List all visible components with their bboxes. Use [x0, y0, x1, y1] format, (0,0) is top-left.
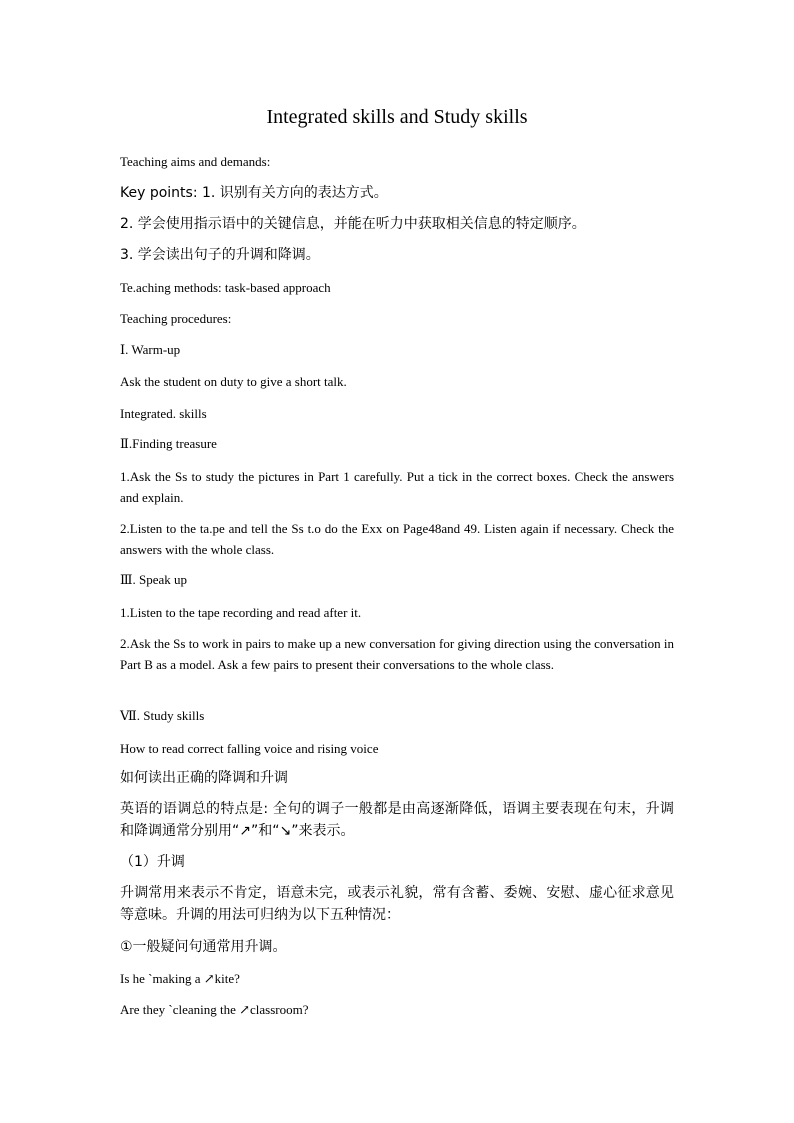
cn-intonation-paragraph: 英语的语调总的特点是: 全句的调子一般都是由高逐渐降低，语调主要表现在句末，升调和降调通常分别用“↗”和“↘”来表示。: [120, 801, 674, 839]
finding-treasure-step-1: 1.Ask the Ss to study the pictures in Part 1 carefully. Put a tick in the correct boxes. Check the answers and explain.: [120, 469, 674, 505]
cn-rising-tone-paragraph: 升调常用来表示不肯定，语意未完，或表示礼貌，常有含蓄、委婉、安慰、虚心征求意见等意味。升调的用法可归纳为以下五种情况：: [120, 885, 674, 923]
section-study-skills-heading: Ⅶ. Study skills: [120, 708, 205, 723]
example-sentence-2: Are they `cleaning the ↗classroom?: [120, 1002, 309, 1017]
cn-rising-tone-subheading: （1）升调: [120, 854, 185, 870]
section-speak-up-heading: Ⅲ. Speak up: [120, 572, 188, 587]
key-point-3: 3. 学会读出句子的升调和降调。: [120, 247, 320, 263]
speak-up-step-2: 2.Ask the Ss to work in pairs to make up a new conversation for giving direction using the conversation in Part B as a model. Ask a few pairs to present their conversations to the whole class.: [120, 636, 674, 672]
teaching-aims-label: Teaching aims and demands:: [120, 154, 271, 169]
study-skills-text: How to read correct falling voice and rising voice: [120, 741, 379, 756]
section-warm-up-heading: Ⅰ. Warm-up: [120, 342, 181, 357]
speak-up-step-1: 1.Listen to the tape recording and read after it.: [120, 605, 362, 620]
example-sentence-1: Is he `making a ↗kite?: [120, 971, 240, 986]
cn-rule-item-1: ①一般疑问句通常用升调。: [120, 939, 287, 955]
section-finding-treasure-heading: Ⅱ.Finding treasure: [120, 436, 217, 451]
key-point-1: Key points: 1. 识别有关方向的表达方式。: [120, 185, 388, 201]
key-point-2: 2. 学会使用指示语中的关键信息，并能在听力中获取相关信息的特定顺序。: [120, 216, 586, 232]
teaching-procedures-label: Teaching procedures:: [120, 311, 232, 326]
document-title: Integrated skills and Study skills: [266, 106, 528, 128]
warm-up-text: Ask the student on duty to give a short talk.: [120, 374, 347, 389]
teaching-methods: Te.aching methods: task-based approach: [120, 280, 331, 295]
integrated-skills-label: Integrated. skills: [120, 406, 207, 421]
cn-heading: 如何读出正确的降调和升调: [120, 770, 288, 786]
finding-treasure-step-2: 2.Listen to the ta.pe and tell the Ss t.o do the Exx on Page48and 49. Listen again if necessary. Check the answers with the whole class.: [120, 521, 674, 557]
